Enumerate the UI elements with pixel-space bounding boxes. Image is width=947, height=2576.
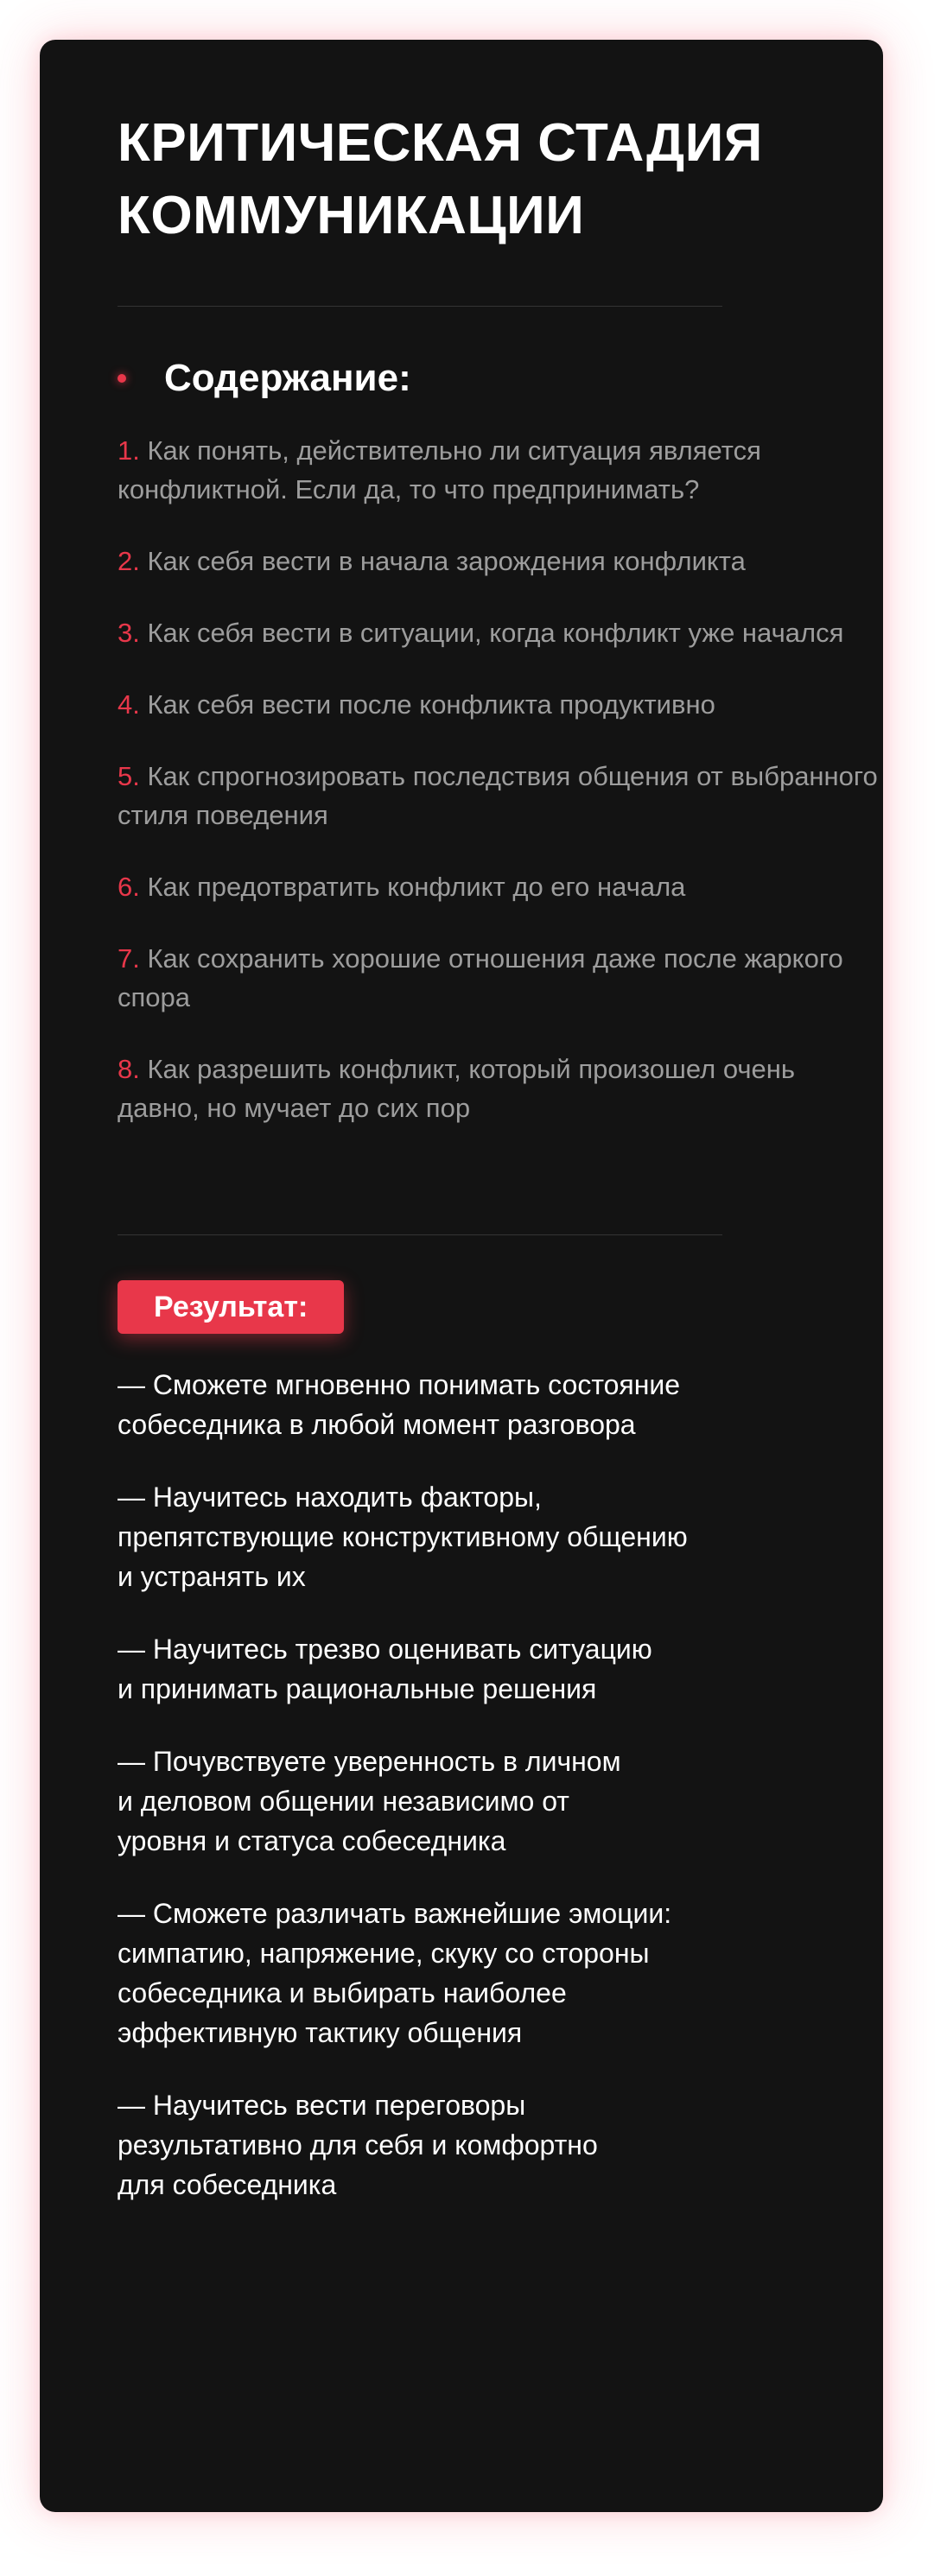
contents-heading — [118, 348, 805, 409]
list-item — [118, 613, 878, 652]
item-number: 5. — [118, 761, 140, 791]
item-number: 6. — [118, 872, 140, 902]
item-number: 2. — [118, 546, 140, 576]
results-list — [118, 1365, 805, 2205]
list-item — [118, 939, 878, 1017]
item-text: Как понять, действительно ли ситуация является конфликтной. Если да, то что предпринимать? — [118, 435, 761, 504]
bullet-dot-icon — [118, 374, 126, 383]
course-card — [40, 40, 883, 2512]
list-item — [118, 867, 878, 906]
list-item — [118, 685, 878, 724]
result-badge: Результат: — [118, 1280, 344, 1334]
item-text: Как спрогнозировать последствия общения от выбранного стиля поведения — [118, 761, 878, 830]
item-text: Как разрешить конфликт, который произошел очень давно, но мучает до сих пор — [118, 1054, 796, 1123]
result-item: — Научитесь вести переговоры результативно для себя и комфортно для собеседника — [118, 2090, 598, 2200]
divider — [118, 1234, 722, 1235]
page-title: КРИТИЧЕСКАЯ СТАДИЯ КОММУНИКАЦИИ — [118, 113, 763, 245]
item-text: Как предотвратить конфликт до его начала — [147, 872, 686, 902]
list-item — [118, 757, 878, 834]
item-text: Как себя вести после конфликта продуктивно — [147, 689, 715, 720]
result-item: — Научитесь находить факторы, препятствующие конструктивному общению и устранять их — [118, 1482, 688, 1592]
divider — [118, 306, 722, 307]
item-number: 1. — [118, 435, 140, 466]
contents-label: Содержание: — [164, 357, 411, 399]
item-text: Как сохранить хорошие отношения даже после жаркого спора — [118, 943, 843, 1012]
list-item — [118, 431, 878, 509]
item-number: 4. — [118, 689, 140, 720]
item-text: Как себя вести в начала зарождения конфликта — [147, 546, 746, 576]
result-item: — Сможете мгновенно понимать состояние собеседника в любой момент разговора — [118, 1369, 681, 1440]
contents-list — [118, 431, 878, 1127]
item-text: Как себя вести в ситуации, когда конфликт уже начался — [147, 618, 844, 648]
item-number: 8. — [118, 1054, 140, 1084]
result-item: — Почувствуете уверенность в личном и деловом общении независимо от уровня и статуса собеседника — [118, 1746, 621, 1856]
item-number: 7. — [118, 943, 140, 974]
list-item — [118, 542, 878, 581]
result-item: — Сможете различать важнейшие эмоции: симпатию, напряжение, скуку со стороны собеседника и выбирать наиболее эффективную тактику общения — [118, 1898, 672, 2048]
result-item: — Научитесь трезво оценивать ситуацию и принимать рациональные решения — [118, 1634, 652, 1704]
list-item — [118, 1050, 878, 1127]
item-number: 3. — [118, 618, 140, 648]
